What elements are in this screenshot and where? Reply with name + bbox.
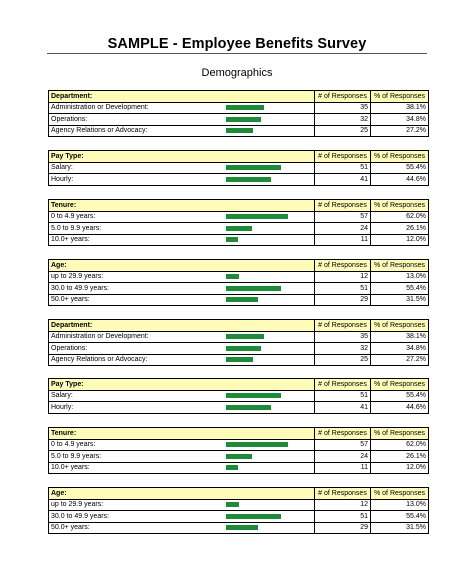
bar-cell <box>225 462 315 474</box>
section-heading: Age: <box>49 488 225 500</box>
response-percent: 27.2% <box>371 125 429 137</box>
response-bar <box>226 405 271 410</box>
column-header-percent: % of Responses <box>371 320 429 332</box>
response-bar <box>226 514 281 519</box>
bar-cell <box>225 439 315 451</box>
response-percent: 55.4% <box>371 390 429 402</box>
row-label: 30.0 to 49.9 years: <box>49 511 225 523</box>
row-label: 5.0 to 9.9 years: <box>49 451 225 463</box>
row-label: Agency Relations or Advocacy: <box>49 125 225 137</box>
table-row <box>49 211 429 223</box>
section-heading: Age: <box>49 260 225 272</box>
row-label: Hourly: <box>49 174 225 186</box>
response-count: 57 <box>315 211 371 223</box>
bar-cell <box>225 499 315 511</box>
table-row <box>49 354 429 366</box>
table-row <box>49 162 429 174</box>
column-header-percent: % of Responses <box>371 200 429 212</box>
column-header-percent: % of Responses <box>371 151 429 163</box>
response-count: 35 <box>315 331 371 343</box>
survey-table <box>48 319 429 366</box>
response-bar <box>226 502 239 507</box>
section-heading: Department: <box>49 320 225 332</box>
response-percent: 12.0% <box>371 234 429 246</box>
column-header-count: # of Responses <box>315 151 371 163</box>
column-header-percent: % of Responses <box>371 488 429 500</box>
response-bar <box>226 105 264 110</box>
response-percent: 12.0% <box>371 462 429 474</box>
column-header-count: # of Responses <box>315 428 371 440</box>
section-heading: Tenure: <box>49 200 225 212</box>
response-count: 51 <box>315 511 371 523</box>
table-header-row <box>49 379 429 391</box>
response-count: 24 <box>315 451 371 463</box>
page-title: SAMPLE - Employee Benefits Survey <box>107 36 367 52</box>
bar-cell <box>225 114 315 126</box>
response-count: 11 <box>315 234 371 246</box>
bar-cell <box>225 211 315 223</box>
row-label: 0 to 4.9 years: <box>49 211 225 223</box>
table-row <box>49 511 429 523</box>
response-bar <box>226 465 238 470</box>
bar-cell <box>225 343 315 355</box>
response-bar <box>226 357 253 362</box>
response-bar <box>226 346 261 351</box>
response-count: 32 <box>315 343 371 355</box>
response-percent: 55.4% <box>371 162 429 174</box>
column-header-percent: % of Responses <box>371 379 429 391</box>
bar-cell <box>225 125 315 137</box>
bar-cell <box>225 402 315 414</box>
header-spacer <box>225 151 315 163</box>
table-row <box>49 402 429 414</box>
bar-cell <box>225 354 315 366</box>
table-header-row <box>49 200 429 212</box>
table-header-row <box>49 151 429 163</box>
column-header-count: # of Responses <box>315 488 371 500</box>
response-bar <box>226 128 253 133</box>
response-percent: 31.5% <box>371 522 429 534</box>
column-header-count: # of Responses <box>315 260 371 272</box>
bar-cell <box>225 331 315 343</box>
response-percent: 44.6% <box>371 174 429 186</box>
row-label: 50.0+ years: <box>49 522 225 534</box>
row-label: Agency Relations or Advocacy: <box>49 354 225 366</box>
table-row <box>49 499 429 511</box>
response-bar <box>226 177 271 182</box>
row-label: 5.0 to 9.9 years: <box>49 223 225 235</box>
bar-cell <box>225 522 315 534</box>
header-spacer <box>225 200 315 212</box>
header-spacer <box>225 379 315 391</box>
response-bar <box>226 297 258 302</box>
response-count: 41 <box>315 174 371 186</box>
title-underline <box>47 53 427 54</box>
response-percent: 26.1% <box>371 451 429 463</box>
header-spacer <box>225 428 315 440</box>
response-bar <box>226 274 239 279</box>
row-label: 50.0+ years: <box>49 294 225 306</box>
survey-table <box>48 90 429 137</box>
bar-cell <box>225 294 315 306</box>
bar-cell <box>225 102 315 114</box>
column-header-percent: % of Responses <box>371 91 429 103</box>
response-count: 12 <box>315 271 371 283</box>
response-count: 51 <box>315 162 371 174</box>
response-percent: 34.8% <box>371 343 429 355</box>
response-percent: 38.1% <box>371 102 429 114</box>
response-count: 11 <box>315 462 371 474</box>
response-bar <box>226 286 281 291</box>
response-bar <box>226 117 261 122</box>
row-label: 30.0 to 49.9 years: <box>49 283 225 295</box>
response-percent: 31.5% <box>371 294 429 306</box>
row-label: 10.0+ years: <box>49 234 225 246</box>
response-count: 29 <box>315 522 371 534</box>
table-header-row <box>49 428 429 440</box>
response-percent: 34.8% <box>371 114 429 126</box>
response-percent: 13.0% <box>371 499 429 511</box>
row-label: up to 29.9 years: <box>49 271 225 283</box>
section-heading: Department: <box>49 91 225 103</box>
table-header-row <box>49 320 429 332</box>
bar-cell <box>225 271 315 283</box>
survey-table <box>48 487 429 534</box>
header-spacer <box>225 320 315 332</box>
section-heading: Pay Type: <box>49 151 225 163</box>
response-count: 12 <box>315 499 371 511</box>
row-label: 10.0+ years: <box>49 462 225 474</box>
table-header-row <box>49 260 429 272</box>
row-label: Administration or Development: <box>49 331 225 343</box>
table-row <box>49 331 429 343</box>
table-row <box>49 125 429 137</box>
response-bar <box>226 393 281 398</box>
response-bar <box>226 442 288 447</box>
response-count: 32 <box>315 114 371 126</box>
survey-table <box>48 150 429 186</box>
response-percent: 62.0% <box>371 211 429 223</box>
table-row <box>49 390 429 402</box>
survey-table <box>48 378 429 414</box>
response-bar <box>226 226 252 231</box>
column-header-count: # of Responses <box>315 200 371 212</box>
response-percent: 55.4% <box>371 283 429 295</box>
row-label: Operations: <box>49 114 225 126</box>
section-heading: Tenure: <box>49 428 225 440</box>
row-label: Hourly: <box>49 402 225 414</box>
column-header-count: # of Responses <box>315 379 371 391</box>
section-subtitle: Demographics <box>201 67 273 79</box>
response-bar <box>226 165 281 170</box>
response-percent: 44.6% <box>371 402 429 414</box>
table-row <box>49 283 429 295</box>
table-row <box>49 223 429 235</box>
column-header-count: # of Responses <box>315 91 371 103</box>
response-count: 25 <box>315 125 371 137</box>
table-row <box>49 114 429 126</box>
row-label: Salary: <box>49 390 225 402</box>
column-header-percent: % of Responses <box>371 260 429 272</box>
response-bar <box>226 454 252 459</box>
response-count: 41 <box>315 402 371 414</box>
header-spacer <box>225 260 315 272</box>
bar-cell <box>225 234 315 246</box>
response-percent: 38.1% <box>371 331 429 343</box>
header-spacer <box>225 91 315 103</box>
table-row <box>49 439 429 451</box>
bar-cell <box>225 174 315 186</box>
table-row <box>49 174 429 186</box>
response-count: 24 <box>315 223 371 235</box>
response-percent: 55.4% <box>371 511 429 523</box>
response-count: 51 <box>315 390 371 402</box>
table-row <box>49 271 429 283</box>
row-label: Operations: <box>49 343 225 355</box>
bar-cell <box>225 283 315 295</box>
response-bar <box>226 237 238 242</box>
response-percent: 13.0% <box>371 271 429 283</box>
response-count: 35 <box>315 102 371 114</box>
table-row <box>49 451 429 463</box>
response-percent: 62.0% <box>371 439 429 451</box>
bar-cell <box>225 511 315 523</box>
bar-cell <box>225 451 315 463</box>
response-count: 57 <box>315 439 371 451</box>
table-row <box>49 234 429 246</box>
row-label: Administration or Development: <box>49 102 225 114</box>
response-percent: 27.2% <box>371 354 429 366</box>
survey-table <box>48 427 429 474</box>
table-header-row <box>49 91 429 103</box>
bar-cell <box>225 223 315 235</box>
response-count: 29 <box>315 294 371 306</box>
section-heading: Pay Type: <box>49 379 225 391</box>
table-header-row <box>49 488 429 500</box>
response-bar <box>226 214 288 219</box>
response-bar <box>226 334 264 339</box>
survey-table <box>48 259 429 306</box>
column-header-percent: % of Responses <box>371 428 429 440</box>
table-row <box>49 294 429 306</box>
row-label: Salary: <box>49 162 225 174</box>
bar-cell <box>225 390 315 402</box>
response-percent: 26.1% <box>371 223 429 235</box>
table-row <box>49 102 429 114</box>
column-header-count: # of Responses <box>315 320 371 332</box>
response-count: 51 <box>315 283 371 295</box>
header-spacer <box>225 488 315 500</box>
table-row <box>49 522 429 534</box>
response-bar <box>226 525 258 530</box>
row-label: up to 29.9 years: <box>49 499 225 511</box>
table-row <box>49 462 429 474</box>
bar-cell <box>225 162 315 174</box>
row-label: 0 to 4.9 years: <box>49 439 225 451</box>
response-count: 25 <box>315 354 371 366</box>
survey-table <box>48 199 429 246</box>
table-row <box>49 343 429 355</box>
